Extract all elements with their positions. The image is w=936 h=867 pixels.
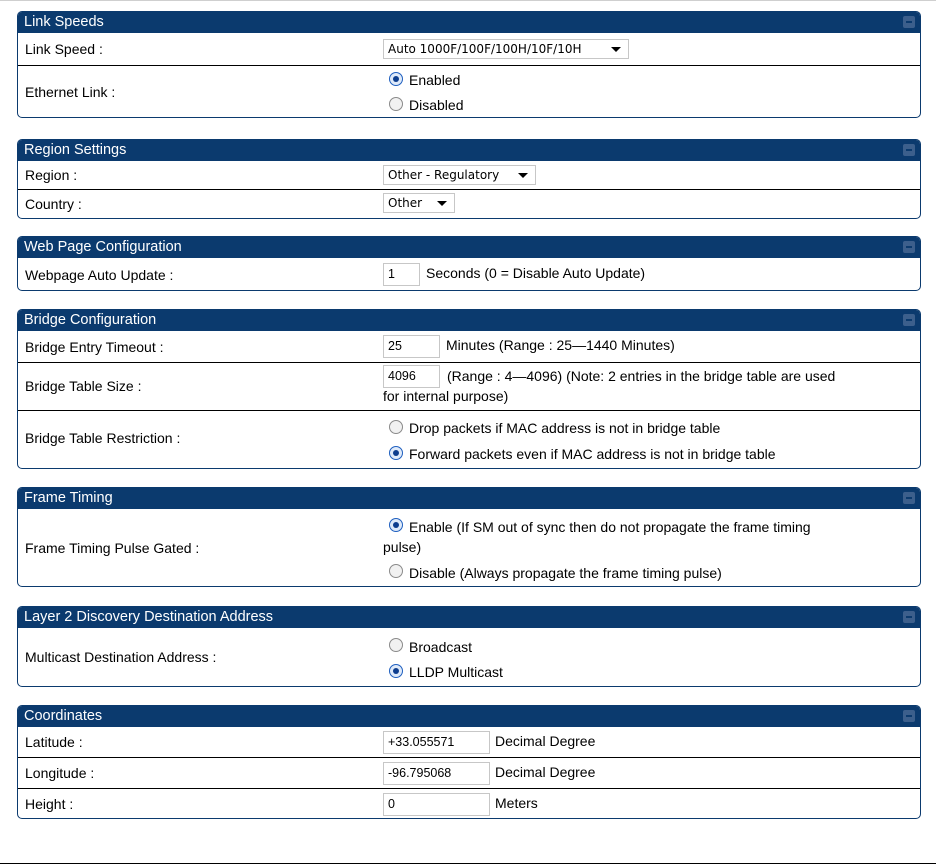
broadcast-label: Broadcast — [409, 639, 473, 655]
bridge-configuration-panel — [17, 309, 921, 469]
drop-packets-radio[interactable] — [389, 420, 403, 434]
link-speeds-header[interactable] — [18, 12, 920, 33]
latitude-row — [18, 727, 920, 758]
bridge-entry-timeout-value: 25 — [388, 339, 402, 353]
longitude-input[interactable] — [383, 762, 490, 785]
ethernet-disabled-radio[interactable] — [389, 97, 403, 111]
height-value: 0 — [388, 797, 395, 811]
longitude-row — [18, 758, 920, 789]
bridge-entry-timeout-suffix: Minutes (Range : 25—1440 Minutes) — [446, 337, 675, 353]
country-label: Country : — [25, 196, 82, 212]
latitude-input[interactable] — [383, 731, 490, 754]
chevron-down-icon — [437, 201, 447, 206]
height-label: Height : — [25, 796, 74, 812]
region-label: Region : — [25, 167, 78, 183]
latitude-unit: Decimal Degree — [495, 733, 596, 749]
coordinates-header[interactable] — [18, 706, 920, 727]
bridge-configuration-header[interactable] — [18, 310, 920, 331]
longitude-label: Longitude : — [25, 765, 95, 781]
collapse-icon[interactable] — [903, 144, 915, 156]
frame-timing-enable-radio[interactable] — [389, 518, 403, 532]
region-settings-header[interactable] — [18, 140, 920, 161]
bottom-divider — [0, 863, 936, 864]
latitude-value: +33.055571 — [388, 735, 455, 749]
longitude-unit: Decimal Degree — [495, 764, 596, 780]
frame-timing-disable-label: Disable (Always propagate the frame timing pulse) — [409, 565, 722, 581]
link-speeds-panel — [17, 11, 921, 118]
height-row — [18, 789, 920, 819]
layer2-discovery-panel — [17, 606, 921, 687]
frame-timing-enable-label-line2: pulse) — [383, 539, 422, 555]
latitude-label: Latitude : — [25, 734, 83, 750]
bridge-table-restriction-label: Bridge Table Restriction : — [25, 430, 181, 446]
collapse-icon[interactable] — [903, 492, 915, 504]
forward-packets-label: Forward packets even if MAC address is not in bridge table — [409, 446, 776, 462]
region-select[interactable] — [383, 165, 536, 185]
country-row — [18, 190, 920, 219]
panel-title: Frame Timing — [24, 490, 113, 506]
webpage-auto-update-input[interactable] — [383, 263, 420, 286]
layer2-discovery-header[interactable] — [18, 607, 920, 628]
collapse-icon[interactable] — [903, 710, 915, 722]
collapse-icon[interactable] — [903, 241, 915, 253]
bridge-table-size-label: Bridge Table Size : — [25, 378, 142, 394]
bridge-table-size-suffix: (Range : 4—4096) (Note: 2 entries in the bridge table are used — [447, 368, 836, 384]
panel-title: Bridge Configuration — [24, 312, 157, 328]
height-unit: Meters — [495, 795, 538, 811]
frame-timing-pulse-gated-label: Frame Timing Pulse Gated : — [25, 540, 200, 556]
webpage-auto-update-label: Webpage Auto Update : — [25, 267, 174, 283]
panel-title: Layer 2 Discovery Destination Address — [24, 609, 274, 625]
link-speed-select[interactable] — [383, 39, 629, 59]
lldp-multicast-radio[interactable] — [389, 664, 403, 678]
panel-title: Region Settings — [24, 142, 127, 158]
lldp-multicast-label: LLDP Multicast — [409, 664, 503, 680]
ethernet-link-row — [18, 66, 920, 118]
collapse-icon[interactable] — [903, 314, 915, 326]
collapse-icon[interactable] — [903, 611, 915, 623]
collapse-icon[interactable] — [903, 16, 915, 28]
panel-title: Link Speeds — [24, 14, 104, 30]
country-value: Other — [388, 196, 423, 210]
webpage-auto-update-suffix: Seconds (0 = Disable Auto Update) — [426, 265, 646, 281]
ethernet-disabled-label: Disabled — [409, 97, 464, 113]
height-input[interactable] — [383, 793, 490, 816]
drop-packets-label: Drop packets if MAC address is not in bridge table — [409, 420, 721, 436]
frame-timing-header[interactable] — [18, 488, 920, 509]
bridge-table-size-suffix-line2: for internal purpose) — [383, 388, 509, 404]
link-speed-label: Link Speed : — [25, 41, 103, 57]
webpage-auto-update-row — [18, 258, 920, 290]
web-page-configuration-header[interactable] — [18, 237, 920, 258]
bridge-table-restriction-row — [18, 411, 920, 468]
web-page-configuration-panel — [17, 236, 921, 291]
panel-title: Web Page Configuration — [24, 239, 182, 255]
frame-timing-enable-label: Enable (If SM out of sync then do not propagate the frame timing — [409, 519, 811, 535]
multicast-destination-row — [18, 628, 920, 686]
top-divider — [0, 0, 936, 1]
chevron-down-icon — [611, 47, 621, 52]
panel-title: Coordinates — [24, 708, 103, 724]
bridge-entry-timeout-label: Bridge Entry Timeout : — [25, 339, 164, 355]
link-speed-row — [18, 33, 920, 66]
frame-timing-panel — [17, 487, 921, 587]
ethernet-enabled-radio[interactable] — [389, 72, 403, 86]
bridge-entry-timeout-input[interactable] — [383, 335, 440, 358]
link-speed-value: Auto 1000F/100F/100H/10F/10H — [388, 42, 582, 56]
chevron-down-icon — [518, 173, 528, 178]
webpage-auto-update-value: 1 — [388, 267, 395, 281]
region-row — [18, 161, 920, 190]
bridge-table-size-value: 4096 — [388, 369, 416, 383]
bridge-table-size-input[interactable] — [383, 365, 440, 388]
bridge-table-size-row — [18, 363, 920, 411]
frame-timing-pulse-gated-row — [18, 509, 920, 586]
country-select[interactable] — [383, 193, 455, 213]
longitude-value: -96.795068 — [388, 766, 452, 780]
frame-timing-disable-radio[interactable] — [389, 564, 403, 578]
region-value: Other - Regulatory — [388, 168, 500, 182]
ethernet-link-label: Ethernet Link : — [25, 84, 116, 100]
region-settings-panel — [17, 139, 921, 219]
broadcast-radio[interactable] — [389, 638, 403, 652]
ethernet-enabled-label: Enabled — [409, 72, 461, 88]
forward-packets-radio[interactable] — [389, 446, 403, 460]
coordinates-panel — [17, 705, 921, 819]
multicast-destination-label: Multicast Destination Address : — [25, 649, 217, 665]
bridge-entry-timeout-row — [18, 331, 920, 363]
